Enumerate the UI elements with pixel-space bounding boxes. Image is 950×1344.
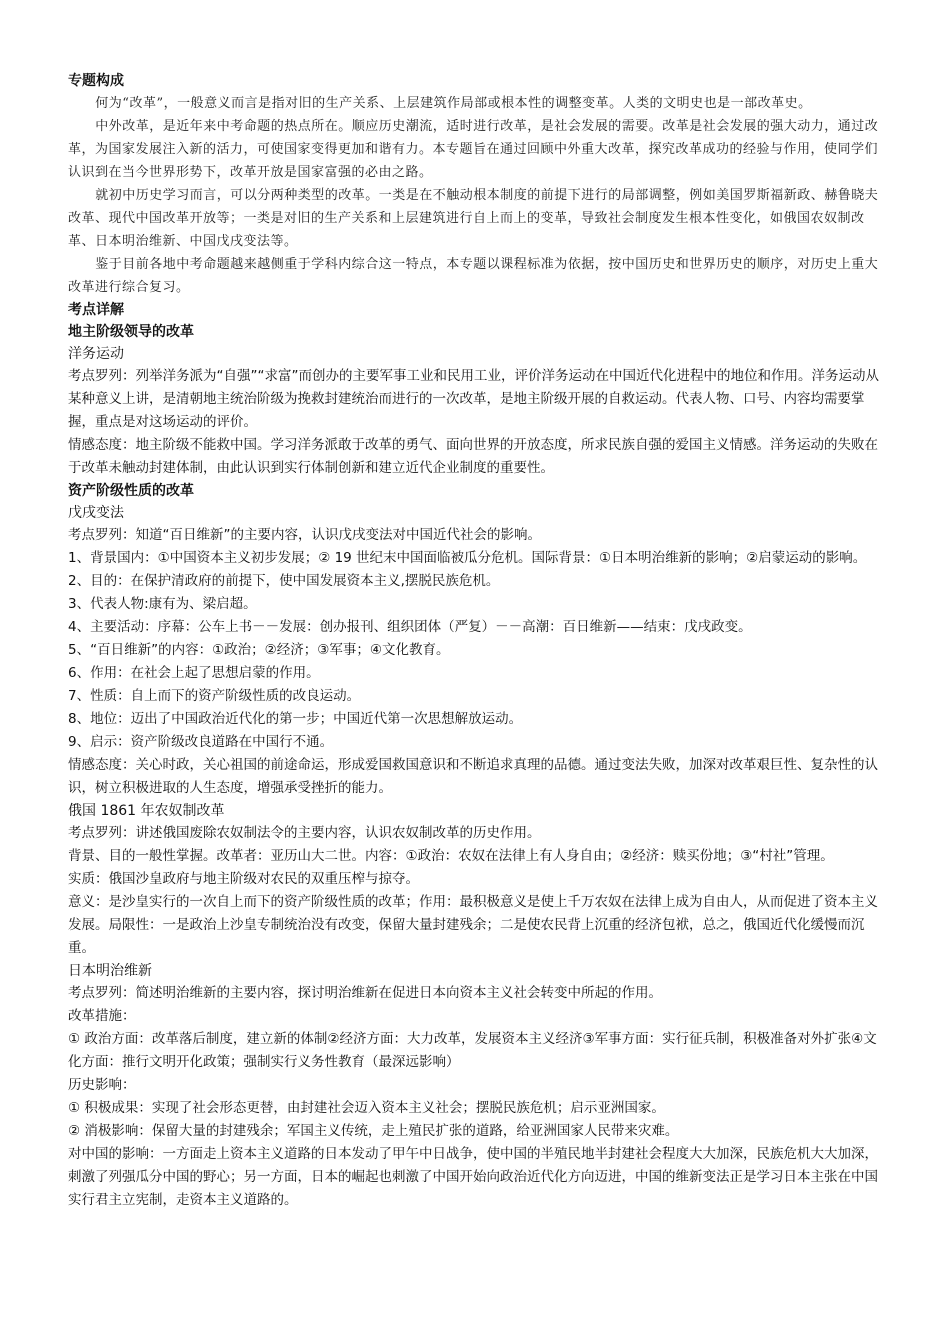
heading-structure: 专题构成 bbox=[68, 73, 124, 89]
list-item: 3、代表人物:康有为、梁启超。 bbox=[68, 596, 257, 612]
intro-paragraph: 中外改革，是近年来中考命题的热点所在。顺应历史潮流，适时进行改革，是社会发展的需要。改革是社会发展的强大动力，通过改革，为国家发展注入新的活力，可使国家变得更加和谐有力。本专题旨在通过回顾中外重大改革，探究改革成功的经验与作用，使同学们认识到在当今世界形势下，改革开放是国家富强的必由之路。 bbox=[68, 119, 879, 180]
body-paragraph: 考点罗列：知道“百日维新”的主要内容，认识戊戌变法对中国近代社会的影响。 bbox=[68, 527, 541, 543]
list-item: 9、启示：资产阶级改良道路在中国行不通。 bbox=[68, 734, 334, 750]
subheading-wuxu-reform: 戊戌变法 bbox=[68, 505, 124, 521]
list-item: 2、目的：在保护清政府的前提下，使中国发展资本主义,摆脱民族危机。 bbox=[68, 573, 500, 589]
body-paragraph: 对中国的影响：一方面走上资本主义道路的日本发动了甲午中日战争，使中国的半殖民地半封建社会程度大大加深，民族危机大大加深，刺激了列强瓜分中国的野心；另一方面，日本的崛起也刺激了中国开始向政治近代化方向迈进，中国的维新变法正是学习日本主张在中国实行君主立宪制，走资本主义道路的。 bbox=[68, 1146, 878, 1208]
list-item: 5、“百日维新”的内容：①政治；②经济；③军事；④文化教育。 bbox=[68, 642, 450, 658]
intro-paragraph: 何为“改革”，一般意义而言是指对旧的生产关系、上层建筑作局部或根本性的调整变革。人类的文明史也是一部改革史。 bbox=[95, 96, 812, 111]
body-paragraph: 考点罗列：列举洋务派为“自强”“求富”而创办的主要军事工业和民用工业，评价洋务运动在中国近代化进程中的地位和作用。洋务运动从某种意义上讲，是清朝地主统治阶级为挽救封建统治而进行的一次改革，是地主阶级开展的自救运动。代表人物、口号、内容均需要掌握，重点是对这场运动的评价。 bbox=[68, 368, 879, 430]
list-item: 4、主要活动：序幕：公车上书－－发展：创办报刊、组织团体（严复）－－高潮：百日维新——结束：戊戌政变。 bbox=[68, 619, 752, 635]
body-paragraph: 情感态度：地主阶级不能救中国。学习洋务派敢于改革的勇气、面向世界的开放态度，所求民族自强的爱国主义情感。洋务运动的失败在于改革未触动封建体制，由此认识到实行体制创新和建立近代企业制度的重要性。 bbox=[68, 437, 878, 476]
list-item: 8、地位：迈出了中国政治近代化的第一步；中国近代第一次思想解放运动。 bbox=[68, 711, 523, 727]
subheading-meiji-restoration: 日本明治维新 bbox=[68, 963, 152, 979]
body-paragraph: ② 消极影响：保留大量的封建残余；军国主义传统，走上殖民扩张的道路，给亚洲国家人民带来灾难。 bbox=[68, 1123, 679, 1139]
list-item: 7、性质：自上而下的资产阶级性质的改良运动。 bbox=[68, 688, 361, 704]
section-title-landlord-reform: 地主阶级领导的改革 bbox=[68, 324, 194, 340]
intro-paragraph: 就初中历史学习而言，可以分两种类型的改革。一类是在不触动根本制度的前提下进行的局部调整，例如美国罗斯福新政、赫鲁晓夫改革、现代中国改革开放等；一类是对旧的生产关系和上层建筑进行自上而上的变革，导致社会制度发生根本性变化，如俄国农奴制改革、日本明治维新、中国戊戌变法等。 bbox=[68, 188, 879, 249]
body-paragraph: 意义：是沙皇实行的一次自上而下的资产阶级性质的改革；作用：最积极意义是使上千万农奴在法律上成为自由人，从而促进了资本主义发展。局限性：一是政治上沙皇专制统治没有改变，保留大量封建残余；二是使农民背上沉重的经济包袱，总之，俄国近代化缓慢而沉重。 bbox=[68, 894, 878, 956]
body-paragraph: 背景、目的一般性掌握。改革者：亚历山大二世。内容：①政治：农奴在法律上有人身自由；②经济：赎买份地；③“村社”管理。 bbox=[68, 848, 834, 864]
body-paragraph: 考点罗列：简述明治维新的主要内容，探讨明治维新在促进日本向资本主义社会转变中所起的作用。 bbox=[68, 985, 662, 1001]
intro-paragraph: 鉴于目前各地中考命题越来越侧重于学科内综合这一特点，本专题以课程标准为依据，按中国历史和世界历史的顺序，对历史上重大改革进行综合复习。 bbox=[68, 257, 879, 295]
body-paragraph: 历史影响： bbox=[68, 1077, 136, 1093]
subheading-russia-serf-reform: 俄国 1861 年农奴制改革 bbox=[68, 803, 225, 819]
body-paragraph: 实质：俄国沙皇政府与地主阶级对农民的双重压榨与掠夺。 bbox=[68, 871, 419, 887]
body-paragraph: ① 积极成果：实现了社会形态更替，由封建社会迈入资本主义社会；摆脱民族危机；启示亚洲国家。 bbox=[68, 1100, 665, 1116]
body-paragraph: 改革措施： bbox=[68, 1008, 136, 1024]
body-paragraph: ① 政治方面：改革落后制度，建立新的体制②经济方面：大力改革，发展资本主义经济③军事方面：实行征兵制，积极准备对外扩张④文化方面：推行文明开化政策；强制实行义务性教育（最深远影响） bbox=[68, 1031, 877, 1070]
heading-details: 考点详解 bbox=[68, 302, 124, 318]
list-item: 6、作用：在社会上起了思想启蒙的作用。 bbox=[68, 665, 320, 681]
subheading-westernization: 洋务运动 bbox=[68, 346, 124, 362]
list-item: 1、背景国内：①中国资本主义初步发展；② 19 世纪末中国面临被瓜分危机。国际背景：①日本明治维新的影响；②启蒙运动的影响。 bbox=[68, 550, 867, 566]
body-paragraph: 考点罗列：讲述俄国废除农奴制法令的主要内容，认识农奴制改革的历史作用。 bbox=[68, 825, 541, 841]
body-paragraph: 情感态度：关心时政，关心祖国的前途命运，形成爱国救国意识和不断追求真理的品德。通过变法失败，加深对改革艰巨性、复杂性的认识，树立积极进取的人生态度，增强承受挫折的能力。 bbox=[68, 757, 878, 796]
section-title-bourgeois-reform: 资产阶级性质的改革 bbox=[68, 483, 194, 499]
